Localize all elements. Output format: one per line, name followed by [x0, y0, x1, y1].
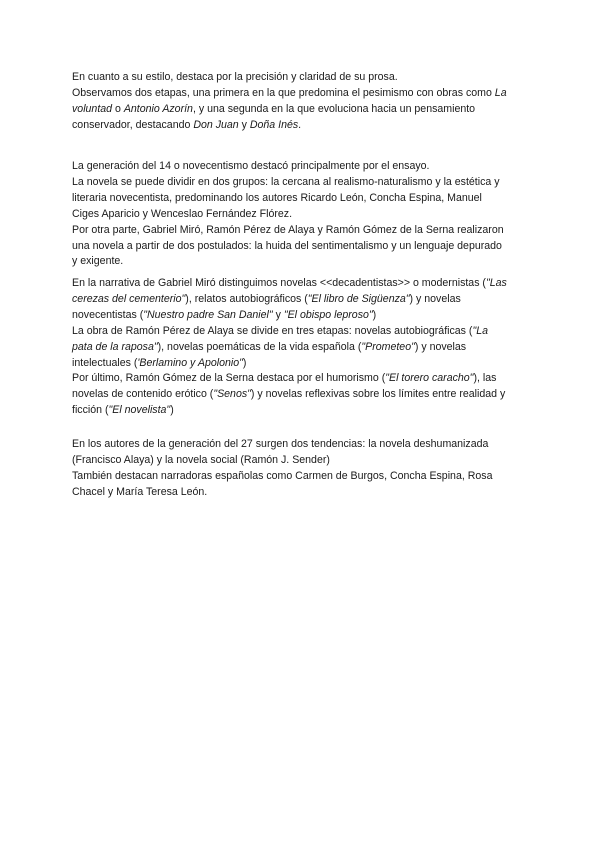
text-line [72, 469, 532, 485]
body-text: ) y novelas [414, 340, 467, 353]
paragraph-generation-27 [72, 437, 532, 501]
body-text: una novela a partir de dos postulados: la huida del sentimentalismo y un lenguaje depurado [72, 239, 502, 252]
text-line [72, 223, 532, 239]
italic-title-text: "Prometeo" [361, 340, 415, 353]
text-line [72, 86, 532, 102]
italic-title-text: "El novelista" [108, 404, 171, 417]
italic-title-text: pata de la raposa" [72, 340, 158, 353]
italic-title-text: 'Berlamino y Apolonio" [137, 356, 243, 369]
body-text: . [298, 118, 302, 131]
text-line [72, 207, 532, 223]
body-text: ) [242, 356, 247, 369]
text-line [72, 485, 532, 501]
text-line [72, 356, 532, 372]
italic-title-text: "El obispo leproso" [283, 308, 373, 321]
body-text: Ciges Aparicio y Wenceslao Fernández Flórez. [72, 207, 293, 220]
body-text: ficción ( [72, 404, 109, 417]
text-line [72, 254, 532, 270]
body-text: ) [170, 404, 174, 417]
body-text: intelectuales ( [72, 356, 138, 369]
body-text: ) [372, 308, 377, 321]
text-line [72, 324, 532, 340]
text-line [72, 191, 532, 207]
text-line [72, 159, 532, 175]
body-text: En los autores de la generación del 27 surgen dos tendencias: la novela deshumanizada [72, 438, 489, 450]
italic-title-text: "El libro de Sigüenza" [307, 292, 410, 305]
body-text: y [272, 308, 284, 321]
italic-title-text: cerezas del cementerio" [72, 292, 186, 305]
italic-title-text: Don Juan [193, 118, 239, 131]
text-line [72, 118, 532, 134]
paragraph-generation-14 [72, 159, 532, 270]
body-text: y exigente. [72, 255, 124, 268]
body-text: ) y novelas [409, 292, 461, 305]
body-text: , y una segunda en la que evoluciona hacia un pensamiento [192, 102, 476, 115]
italic-title-text: "Las [485, 277, 507, 289]
body-text: novecentistas ( [72, 308, 144, 321]
italic-title-text: Antonio Azorín [123, 102, 193, 115]
body-text: También destacan narradoras españolas como Carmen de Burgos, Concha Espina, Rosa [72, 469, 493, 482]
body-text: Por otra parte, Gabriel Miró, Ramón Pérez de Alaya y Ramón Gómez de la Serna realizaron [72, 223, 504, 236]
body-text: ), las [473, 372, 497, 385]
italic-title-text: "Senos" [213, 388, 251, 401]
italic-title-text: "Nuestro padre San Daniel" [143, 308, 273, 321]
italic-title-text: "La [472, 324, 488, 337]
body-text: En cuanto a su estilo, destaca por la precisión y claridad de su prosa. [72, 71, 398, 83]
text-line [72, 340, 532, 356]
body-text: literaria novecentista, predominando los autores Ricardo León, Concha Espina, Manuel [72, 191, 482, 204]
body-text: La obra de Ramón Pérez de Alaya se divide en tres etapas: novelas autobiográficas ( [72, 324, 473, 337]
body-text: o [112, 102, 124, 115]
text-line [72, 453, 532, 469]
paragraph-style-and-stages [72, 70, 532, 134]
italic-title-text: Doña Inés [249, 118, 299, 131]
italic-title-text: voluntad [72, 102, 113, 115]
paragraph-miro-alaya-serna [72, 276, 532, 419]
body-text: novelas de contenido erótico ( [72, 388, 214, 401]
body-text: conservador, destacando [72, 118, 194, 131]
text-line [72, 276, 532, 292]
body-text: (Francisco Alaya) y la novela social (Ramón J. Sender) [72, 453, 330, 466]
text-line [72, 292, 532, 308]
italic-title-text: "El torero caracho" [385, 372, 474, 385]
body-text: y [238, 118, 250, 131]
body-text: En la narrativa de Gabriel Miró distinguimos novelas <<decadentistas>> o modernistas ( [72, 277, 486, 289]
body-text: Por último, Ramón Gómez de la Serna destaca por el humorismo ( [72, 372, 386, 385]
body-text: La generación del 14 o novecentismo destacó principalmente por el ensayo. [72, 160, 430, 172]
body-text: Chacel y María Teresa León. [72, 485, 208, 498]
body-text: ), novelas poemáticas de la vida española ( [157, 340, 362, 353]
body-text: ) y novelas reflexivas sobre los límites entre realidad y [250, 388, 506, 401]
text-line [72, 437, 532, 453]
text-line [72, 403, 532, 419]
body-text: La novela se puede dividir en dos grupos: la cercana al realismo-naturalismo y la estética y [72, 175, 500, 188]
text-line [72, 70, 532, 86]
text-line [72, 387, 532, 403]
body-text: Observamos dos etapas, una primera en la que predomina el pesimismo con obras como [72, 86, 495, 99]
text-line [72, 175, 532, 191]
body-text: ), relatos autobiográficos ( [185, 292, 308, 305]
text-line [72, 308, 532, 324]
text-line [72, 102, 532, 118]
text-line [72, 371, 532, 387]
text-line [72, 239, 532, 255]
italic-title-text: La [494, 86, 507, 99]
